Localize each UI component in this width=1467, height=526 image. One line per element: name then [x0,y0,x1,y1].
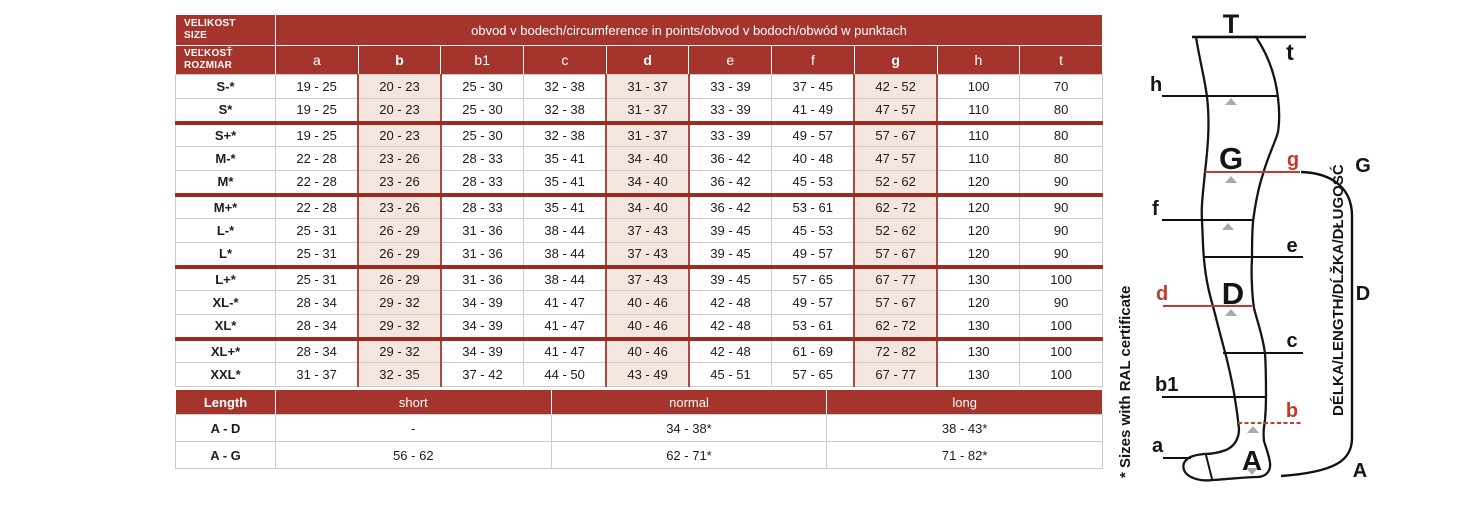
column-header: d [606,46,689,75]
size-cell: 37 - 43 [606,243,689,267]
label-T: T [1222,9,1240,39]
label-e: e [1286,235,1298,257]
label-a: a [1152,435,1164,457]
size-cell: 61 - 69 [772,339,855,363]
size-cell: 34 - 39 [441,339,524,363]
corner-line: SIZE [184,30,208,41]
size-cell: 25 - 31 [276,219,359,243]
size-label: L+* [176,267,276,291]
size-cell: 110 [937,147,1020,171]
size-cell: 42 - 48 [689,315,772,339]
column-header: c [524,46,607,75]
size-cell: 28 - 34 [276,291,359,315]
size-cell: 57 - 65 [772,363,855,387]
size-cell: 45 - 53 [772,219,855,243]
size-label: XL* [176,315,276,339]
size-cell: 90 [1020,171,1103,195]
size-cell: 42 - 48 [689,291,772,315]
corner-line: VEĽKOSŤ [184,47,233,59]
length-header-row [176,390,1103,415]
label-D-big: D [1221,276,1245,311]
size-cell: 28 - 33 [441,171,524,195]
size-cell: 100 [1020,315,1103,339]
label-b1: b1 [1155,374,1179,396]
size-cell: 62 - 72 [854,195,937,219]
size-cell: 53 - 61 [772,315,855,339]
size-cell: 49 - 57 [772,291,855,315]
size-cell: 34 - 39 [441,291,524,315]
size-cell: 28 - 33 [441,195,524,219]
size-cell: 26 - 29 [358,267,441,291]
table-row [176,99,1103,123]
length-cell: - [276,415,552,442]
size-cell: 25 - 30 [441,75,524,99]
length-row-label: A - G [176,442,276,469]
size-cell: 31 - 36 [441,219,524,243]
length-axis-label: DÉLKA/LENGTH/DĹŽKA/DŁUGOŚĆ [1330,164,1347,416]
size-cell: 57 - 67 [854,291,937,315]
size-cell: 35 - 41 [524,171,607,195]
size-cell: 23 - 26 [358,195,441,219]
size-cell: 52 - 62 [854,219,937,243]
length-cell: 56 - 62 [276,442,552,469]
size-cell: 40 - 46 [606,339,689,363]
size-cell: 28 - 34 [276,339,359,363]
length-column-header: short [276,390,552,415]
size-cell: 100 [1020,267,1103,291]
size-cell: 37 - 42 [441,363,524,387]
size-cell: 22 - 28 [276,171,359,195]
table-row [176,339,1103,363]
table-row [176,243,1103,267]
size-cell: 57 - 67 [854,243,937,267]
size-cell: 26 - 29 [358,219,441,243]
size-cell: 40 - 46 [606,291,689,315]
size-cell: 57 - 65 [772,267,855,291]
size-cell: 80 [1020,99,1103,123]
size-cell: 25 - 30 [441,123,524,147]
size-cell: 130 [937,315,1020,339]
size-label: S* [176,99,276,123]
table-row [176,171,1103,195]
size-cell: 110 [937,123,1020,147]
size-cell: 22 - 28 [276,147,359,171]
size-table [175,14,1103,387]
length-row-label: A - D [176,415,276,442]
size-cell: 19 - 25 [276,75,359,99]
length-cell: 38 - 43* [827,415,1103,442]
size-cell: 39 - 45 [689,219,772,243]
leg-diagram [1100,0,1467,526]
size-cell: 130 [937,339,1020,363]
column-header: a [276,46,359,75]
size-cell: 110 [937,99,1020,123]
size-cell: 23 - 26 [358,171,441,195]
size-cell: 80 [1020,147,1103,171]
size-cell: 36 - 42 [689,195,772,219]
size-cell: 34 - 39 [441,315,524,339]
size-cell: 120 [937,219,1020,243]
size-cell: 28 - 33 [441,147,524,171]
size-cell: 33 - 39 [689,75,772,99]
size-cell: 70 [1020,75,1103,99]
size-cell: 23 - 26 [358,147,441,171]
label-t: t [1286,39,1294,65]
size-cell: 20 - 23 [358,75,441,99]
tables-wrap [175,14,1103,469]
size-cell: 26 - 29 [358,243,441,267]
size-cell: 32 - 35 [358,363,441,387]
size-cell: 38 - 44 [524,243,607,267]
size-cell: 90 [1020,195,1103,219]
size-cell: 47 - 57 [854,99,937,123]
size-cell: 120 [937,291,1020,315]
size-cell: 120 [937,243,1020,267]
size-label: XXL* [176,363,276,387]
size-cell: 67 - 77 [854,267,937,291]
table-row [176,123,1103,147]
size-cell: 37 - 45 [772,75,855,99]
size-cell: 53 - 61 [772,195,855,219]
size-cell: 42 - 52 [854,75,937,99]
size-cell: 37 - 43 [606,267,689,291]
size-cell: 130 [937,363,1020,387]
table-row [176,195,1103,219]
size-cell: 100 [1020,339,1103,363]
length-cell: 62 - 71* [551,442,827,469]
size-cell: 80 [1020,123,1103,147]
size-cell: 31 - 37 [606,99,689,123]
label-c: c [1286,330,1298,352]
size-cell: 25 - 30 [441,99,524,123]
column-header: b [358,46,441,75]
size-cell: 67 - 77 [854,363,937,387]
size-cell: 57 - 67 [854,123,937,147]
corner-line: ROZMIAR [184,60,233,71]
size-cell: 100 [937,75,1020,99]
size-cell: 25 - 31 [276,243,359,267]
size-cell: 41 - 47 [524,291,607,315]
label-d: d [1156,283,1169,305]
size-cell: 19 - 25 [276,99,359,123]
table-row [176,291,1103,315]
size-cell: 32 - 38 [524,75,607,99]
size-cell: 31 - 37 [276,363,359,387]
header-row-2 [176,46,1103,75]
size-cell: 35 - 41 [524,147,607,171]
size-cell: 19 - 25 [276,123,359,147]
label-D-right: D [1355,283,1371,305]
size-header-cell [176,15,276,46]
size-cell: 43 - 49 [606,363,689,387]
size-cell: 38 - 44 [524,267,607,291]
size-cell: 34 - 40 [606,147,689,171]
size-cell: 45 - 53 [772,171,855,195]
size-cell: 31 - 36 [441,267,524,291]
column-header: g [854,46,937,75]
size-cell: 62 - 72 [854,315,937,339]
column-header: h [937,46,1020,75]
size-cell: 34 - 40 [606,171,689,195]
length-cell: 71 - 82* [827,442,1103,469]
size-cell: 40 - 48 [772,147,855,171]
size-cell: 41 - 49 [772,99,855,123]
size-cell: 22 - 28 [276,195,359,219]
size-cell: 100 [1020,363,1103,387]
size-cell: 31 - 36 [441,243,524,267]
size-cell: 72 - 82 [854,339,937,363]
size-label: L* [176,243,276,267]
size-cell: 35 - 41 [524,195,607,219]
table-row [176,147,1103,171]
size-cell: 120 [937,171,1020,195]
size-cell: 20 - 23 [358,123,441,147]
table-title: obvod v bodech/circumference in points/obvod v bodoch/obwód w punktach [276,15,1103,46]
table-row [176,75,1103,99]
size-cell: 29 - 32 [358,339,441,363]
size-cell: 36 - 42 [689,171,772,195]
table-row [176,363,1103,387]
size-cell: 47 - 57 [854,147,937,171]
length-column-header: long [827,390,1103,415]
size-cell: 33 - 39 [689,99,772,123]
size-cell: 28 - 34 [276,315,359,339]
size-cell: 33 - 39 [689,123,772,147]
size-cell: 120 [937,195,1020,219]
size-cell: 32 - 38 [524,99,607,123]
size-label: M* [176,171,276,195]
length-column-header: normal [551,390,827,415]
size-header-cell-2 [176,46,276,75]
size-cell: 42 - 48 [689,339,772,363]
size-cell: 25 - 31 [276,267,359,291]
ral-footnote: * Sizes with RAL certificate [1117,285,1134,478]
size-cell: 44 - 50 [524,363,607,387]
size-label: M+* [176,195,276,219]
length-column-header: Length [176,390,276,415]
size-cell: 90 [1020,243,1103,267]
label-h: h [1150,74,1163,96]
size-cell: 49 - 57 [772,243,855,267]
size-cell: 37 - 43 [606,219,689,243]
header-row-1 [176,15,1103,46]
label-g: g [1286,149,1300,171]
size-cell: 49 - 57 [772,123,855,147]
corner-line: VELIKOST [184,17,236,29]
label-A-right: A [1352,460,1368,482]
table-row [176,315,1103,339]
size-cell: 20 - 23 [358,99,441,123]
size-label: XL-* [176,291,276,315]
table-row [176,219,1103,243]
size-cell: 29 - 32 [358,315,441,339]
label-G-big: G [1218,141,1244,176]
size-cell: 31 - 37 [606,75,689,99]
size-label: S-* [176,75,276,99]
size-cell: 34 - 40 [606,195,689,219]
table-row [176,267,1103,291]
column-header: e [689,46,772,75]
size-label: S+* [176,123,276,147]
size-cell: 36 - 42 [689,147,772,171]
length-cell: 34 - 38* [551,415,827,442]
size-cell: 130 [937,267,1020,291]
size-cell: 41 - 47 [524,315,607,339]
label-G-right: G [1355,155,1371,177]
size-label: XL+* [176,339,276,363]
length-table [175,389,1103,469]
size-cell: 38 - 44 [524,219,607,243]
size-cell: 32 - 38 [524,123,607,147]
size-cell: 41 - 47 [524,339,607,363]
size-cell: 39 - 45 [689,243,772,267]
size-cell: 90 [1020,219,1103,243]
label-A-big: A [1241,445,1263,476]
length-row [176,442,1103,469]
size-cell: 52 - 62 [854,171,937,195]
column-header: f [772,46,855,75]
label-f: f [1152,198,1159,220]
label-b: b [1285,400,1299,422]
size-cell: 31 - 37 [606,123,689,147]
size-label: M-* [176,147,276,171]
size-cell: 45 - 51 [689,363,772,387]
size-cell: 90 [1020,291,1103,315]
size-cell: 29 - 32 [358,291,441,315]
size-cell: 40 - 46 [606,315,689,339]
column-header: t [1020,46,1103,75]
size-cell: 39 - 45 [689,267,772,291]
column-header: b1 [441,46,524,75]
length-row [176,415,1103,442]
size-label: L-* [176,219,276,243]
